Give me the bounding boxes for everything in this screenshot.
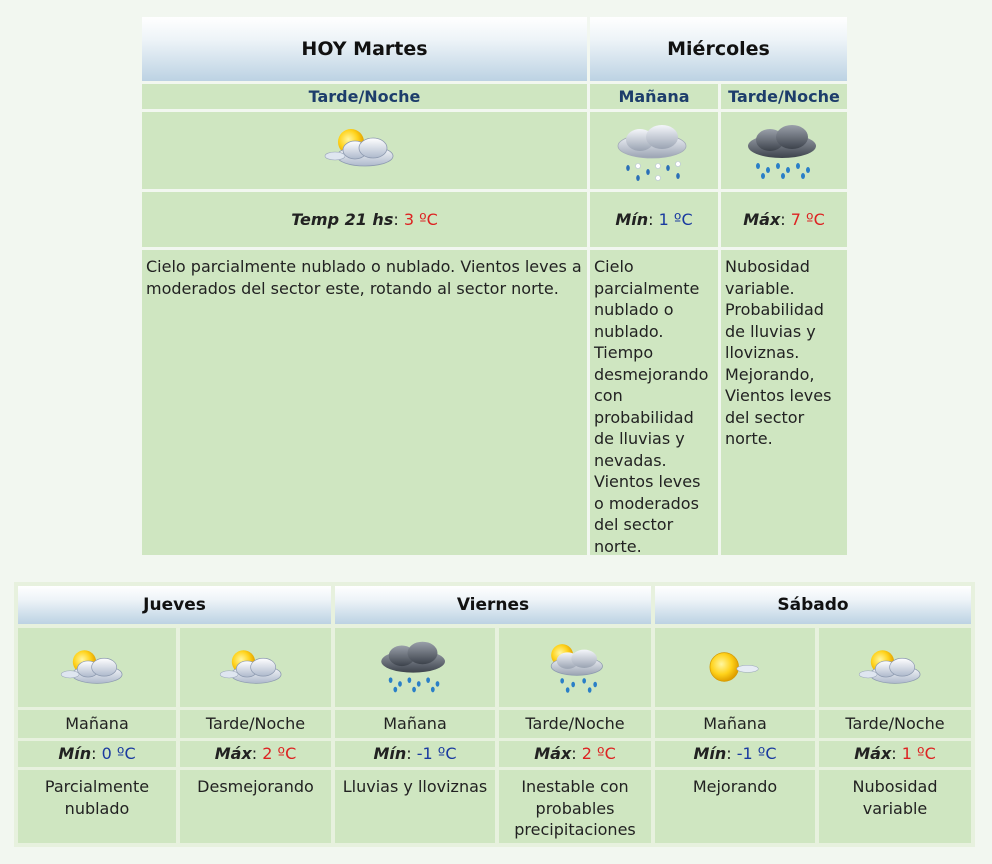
- partly-cloudy-icon: [852, 642, 938, 696]
- wed-morning-temp-label: Mín: [615, 210, 649, 229]
- wed-evening-temp-label: Máx: [743, 210, 781, 229]
- rain-snow-icon: [606, 120, 702, 184]
- sunny-icon: [692, 638, 778, 696]
- today-description: Cielo parcialmente nublado o nublado. Vientos leves a moderados del sector este, rotando al sector norte.: [142, 250, 587, 555]
- wednesday-header: Miércoles: [590, 17, 847, 81]
- jueves-evening-temp-value: 2 ºC: [262, 744, 297, 763]
- wed-evening-weather-cell: [721, 112, 847, 189]
- wed-morning-temp: Mín: 1 ºC: [590, 192, 718, 247]
- viernes-evening-description: Inestable con probables precipitaciones: [499, 770, 651, 843]
- viernes-morning-temp-value: -1 ºC: [416, 744, 457, 763]
- sabado-morning-temp-value: -1 ºC: [736, 744, 777, 763]
- viernes-morning-temp: Mín: -1 ºC: [335, 741, 495, 767]
- sabado-evening-description: Nubosidad variable: [819, 770, 971, 843]
- today-weather-cell: [142, 112, 587, 189]
- partly-cloudy-icon: [54, 642, 140, 696]
- today-temp-label: Temp 21 hs: [291, 210, 394, 229]
- jueves-morning-period: Mañana: [18, 710, 176, 738]
- viernes-morning-period: Mañana: [335, 710, 495, 738]
- jueves-morning-temp-value: 0 ºC: [101, 744, 136, 763]
- sabado-evening-period: Tarde/Noche: [819, 710, 971, 738]
- sabado-morning-weather-cell: [655, 628, 815, 707]
- wed-morning-description: Cielo parcialmente nublado o nublado. Tiempo desmejorando con probabilidad de lluvias y nevadas. Vientos leves o moderados del sector norte.: [590, 250, 718, 555]
- viernes-morning-temp-label: Mín: [373, 744, 407, 763]
- partly-cloudy-icon: [213, 642, 299, 696]
- jueves-morning-temp: Mín: 0 ºC: [18, 741, 176, 767]
- partly-cloudy-icon: [317, 120, 413, 180]
- sun-rain-icon: [531, 638, 619, 698]
- wed-evening-temp: Máx: 7 ºC: [721, 192, 847, 247]
- sabado-evening-weather-cell: [819, 628, 971, 707]
- wed-morning-weather-cell: [590, 112, 718, 189]
- today-temp: Temp 21 hs: 3 ºC: [142, 192, 587, 247]
- sabado-evening-temp-value: 1 ºC: [901, 744, 936, 763]
- jueves-evening-description: Desmejorando: [180, 770, 331, 843]
- viernes-evening-period: Tarde/Noche: [499, 710, 651, 738]
- sabado-morning-temp-label: Mín: [693, 744, 727, 763]
- today-temp-value: 3 ºC: [403, 210, 438, 229]
- wed-morning-period: Mañana: [590, 84, 718, 109]
- sabado-morning-period: Mañana: [655, 710, 815, 738]
- sabado-evening-temp: Máx: 1 ºC: [819, 741, 971, 767]
- wed-evening-description: Nubosidad variable. Probabilidad de lluvias y lloviznas. Mejorando, Vientos leves del sector norte.: [721, 250, 847, 555]
- viernes-evening-temp: Máx: 2 ºC: [499, 741, 651, 767]
- today-period: Tarde/Noche: [142, 84, 587, 109]
- wed-morning-temp-value: 1 ºC: [658, 210, 693, 229]
- day-header-jueves: Jueves: [18, 586, 331, 624]
- viernes-morning-description: Lluvias y lloviznas: [335, 770, 495, 843]
- wed-evening-temp-value: 7 ºC: [790, 210, 825, 229]
- viernes-evening-weather-cell: [499, 628, 651, 707]
- sabado-morning-description: Mejorando: [655, 770, 815, 843]
- jueves-evening-weather-cell: [180, 628, 331, 707]
- day-header-viernes: Viernes: [335, 586, 651, 624]
- heavy-rain-icon: [370, 636, 460, 698]
- jueves-evening-period: Tarde/Noche: [180, 710, 331, 738]
- day-header-sabado: Sábado: [655, 586, 971, 624]
- viernes-evening-temp-value: 2 ºC: [581, 744, 616, 763]
- sabado-evening-temp-label: Máx: [854, 744, 892, 763]
- jueves-evening-temp: Máx: 2 ºC: [180, 741, 331, 767]
- jueves-evening-temp-label: Máx: [214, 744, 252, 763]
- jueves-morning-description: Parcialmente nublado: [18, 770, 176, 843]
- viernes-evening-temp-label: Máx: [534, 744, 572, 763]
- viernes-morning-weather-cell: [335, 628, 495, 707]
- jueves-morning-temp-label: Mín: [58, 744, 92, 763]
- wed-evening-period: Tarde/Noche: [721, 84, 847, 109]
- today-header: HOY Martes: [142, 17, 587, 81]
- heavy-rain-icon: [736, 120, 832, 184]
- jueves-morning-weather-cell: [18, 628, 176, 707]
- sabado-morning-temp: Mín: -1 ºC: [655, 741, 815, 767]
